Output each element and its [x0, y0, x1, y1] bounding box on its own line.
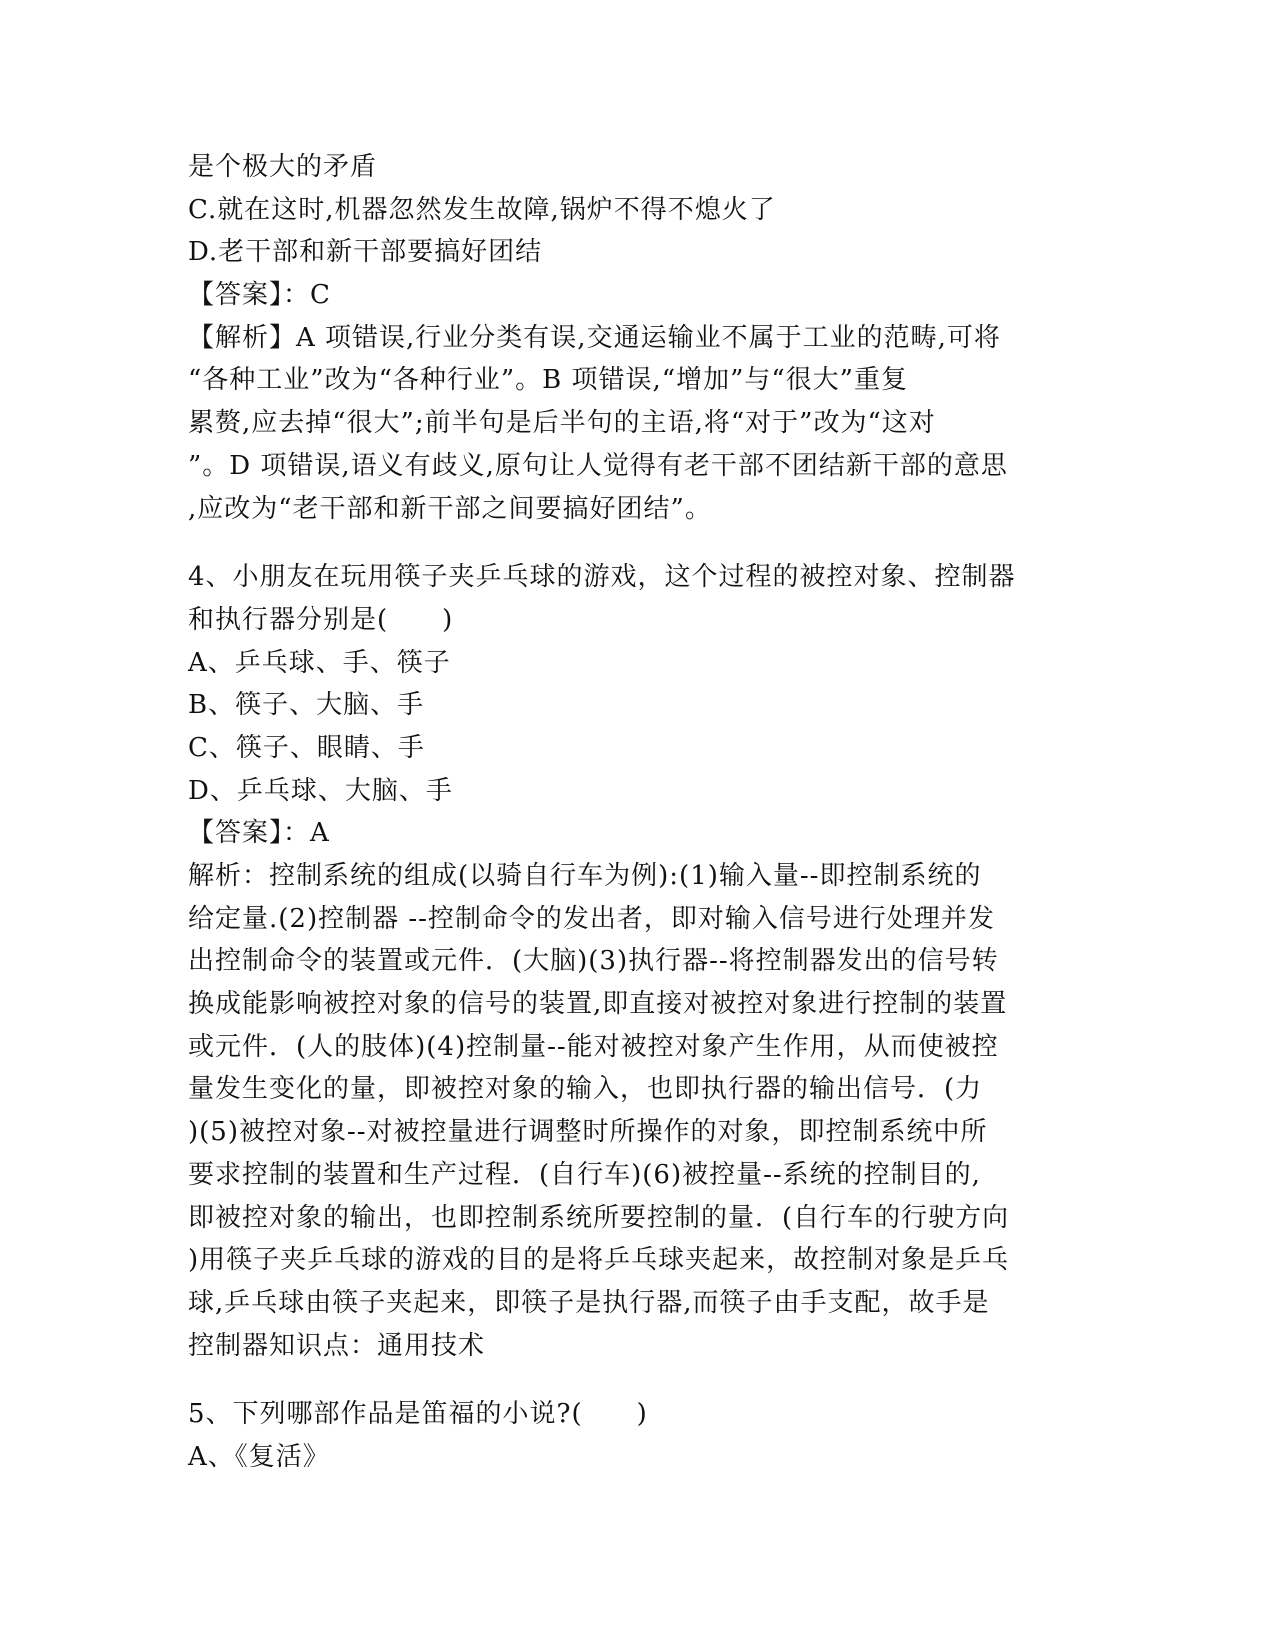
analysis-line: 【解析】A 项错误,行业分类有误,交通运输业不属于工业的范畴,可将	[188, 322, 1001, 353]
analysis-line: 控制器知识点：通用技术	[188, 1330, 486, 1361]
option-a: A、《复活》	[188, 1441, 330, 1472]
question-stem: 4、小朋友在玩用筷子夹乒乓球的游戏，这个过程的被控对象、控制器	[188, 562, 1016, 593]
answer-line: 【答案】：C	[188, 280, 331, 311]
question-stem: 5、下列哪部作品是笛福的小说?( )	[188, 1399, 648, 1430]
analysis-line: 要求控制的装置和生产过程．(自行车)(6)被控量--系统的控制目的,	[188, 1159, 981, 1190]
analysis-line: 即被控对象的输出，也即控制系统所要控制的量．(自行车的行驶方向	[188, 1202, 1010, 1233]
analysis-line: 量发生变化的量，即被控对象的输入，也即执行器的输出信号．(力	[188, 1074, 983, 1105]
analysis-line: 球,乒乓球由筷子夹起来，即筷子是执行器,而筷子由手支配，故手是	[188, 1287, 990, 1318]
analysis-line: ”。D 项错误,语义有歧义,原句让人觉得有老干部不团结新干部的意思	[188, 450, 1008, 481]
document-content	[188, 146, 1088, 1479]
analysis-line: 给定量.(2)控制器 --控制命令的发出者，即对输入信号进行处理并发	[188, 903, 995, 934]
option-c: C.就在这时,机器忽然发生故障,锅炉不得不熄火了	[188, 194, 776, 225]
analysis-line: )(5)被控对象--对被控量进行调整时所操作的对象，即控制系统中所	[188, 1117, 988, 1148]
text-line: 是个极大的矛盾	[188, 152, 378, 182]
question-4	[188, 556, 1088, 1367]
analysis-line: 出控制命令的装置或元件．(大脑)(3)执行器--将控制器发出的信号转	[188, 946, 999, 977]
option-a: A、乒乓球、手、筷子	[188, 647, 451, 678]
option-d: D、乒乓球、大脑、手	[188, 775, 453, 806]
analysis-line: 解析：控制系统的组成(以骑自行车为例):(1)输入量--即控制系统的	[188, 861, 982, 891]
analysis-line: 换成能影响被控对象的信号的装置,即直接对被控对象进行控制的装置	[188, 989, 1008, 1020]
answer-line: 【答案】：A	[188, 818, 330, 849]
analysis-line: ,应改为“老干部和新干部之间要搞好团结”。	[188, 493, 712, 524]
analysis-line: 或元件．(人的肢体)(4)控制量--能对被控对象产生作用，从而使被控	[188, 1031, 999, 1062]
question-stem: 和执行器分别是( )	[188, 604, 454, 635]
option-d: D.老干部和新干部要搞好团结	[188, 237, 543, 268]
analysis-line: )用筷子夹乒乓球的游戏的目的是将乒乓球夹起来，故控制对象是乒乓	[188, 1245, 1010, 1276]
analysis-line: “各种工业”改为“各种行业”。B 项错误,“增加”与“很大”重复	[188, 365, 908, 396]
question-5	[188, 1393, 1088, 1478]
option-b: B、筷子、大脑、手	[188, 690, 425, 721]
question-3-tail	[188, 146, 1088, 530]
analysis-line: 累赘,应去掉“很大”;前半句是后半句的主语,将“对于”改为“这对	[188, 408, 936, 439]
paragraph-gap	[188, 530, 1088, 556]
paragraph-gap	[188, 1367, 1088, 1393]
option-c: C、筷子、眼睛、手	[188, 732, 425, 763]
